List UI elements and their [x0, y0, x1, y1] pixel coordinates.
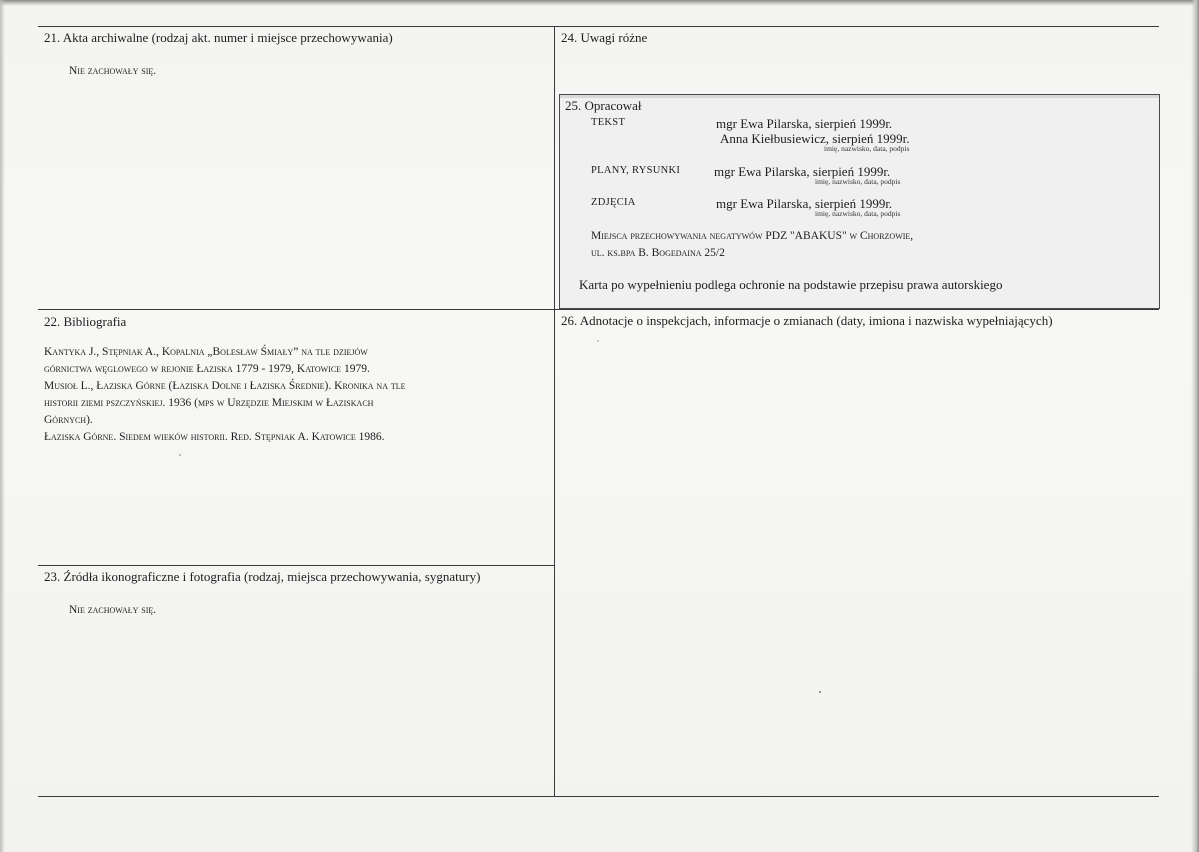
plany-signature-hint: imię, nazwisko, data, podpis	[815, 177, 901, 186]
scan-dot	[819, 691, 821, 693]
section-25-box-shade	[560, 95, 1159, 98]
scan-dot	[597, 340, 599, 342]
row-divider-22-23	[38, 565, 555, 566]
zdjecia-signature-hint: imię, nazwisko, data, podpis	[815, 209, 901, 218]
bibliography-list	[44, 344, 524, 446]
negatives-storage-line-1: Miejsca przechowywania negatywów PDZ "ABAKUS" w Chorzowie,	[591, 230, 914, 242]
tekst-label: TEKST	[591, 117, 626, 128]
tekst-author-1: mgr Ewa Pilarska, sierpień 1999r.	[716, 116, 893, 131]
section-21-content: Nie zachowały się.	[69, 65, 157, 77]
zdjecia-author: mgr Ewa Pilarska, sierpień 1999r.	[716, 196, 893, 211]
scan-edge-right	[1191, 0, 1199, 852]
section-22-title: 22. Bibliografia	[44, 314, 127, 329]
bibliography-line: Górnych).	[44, 414, 93, 426]
section-21-title: 21. Akta archiwalne (rodzaj akt. numer i miejsce przechowywania)	[44, 30, 393, 45]
top-border-line	[38, 26, 1159, 27]
copyright-notice: Karta po wypełnieniu podlega ochronie na podstawie przepisu prawa autorskiego	[579, 277, 1003, 292]
center-divider-line	[554, 26, 555, 797]
section-25-title: 25. Opracował	[565, 98, 642, 113]
bottom-border-line	[38, 796, 1159, 797]
section-24-title: 24. Uwagi różne	[561, 30, 648, 45]
plany-label: PLANY, RYSUNKI	[591, 165, 681, 176]
zdjecia-label: ZDJĘCIA	[591, 197, 636, 208]
section-23-content: Nie zachowały się.	[69, 604, 157, 616]
tekst-author-2: Anna Kiełbusiewicz, sierpień 1999r.	[720, 131, 910, 146]
bibliography-line: Łaziska Górne. Siedem wieków historii. Red. Stępniak A. Katowice 1986.	[44, 431, 385, 443]
section-26-title: 26. Adnotacje o inspekcjach, informacje o zmianach (daty, imiona i nazwiska wypełniających)	[561, 313, 1053, 328]
bibliography-line: historii ziemi pszczyńskiej. 1936 (mps w Urzędzie Miejskim w Łaziskach	[44, 397, 374, 409]
row-divider-21-22	[38, 309, 1159, 310]
plany-author: mgr Ewa Pilarska, sierpień 1999r.	[714, 164, 891, 179]
scan-edge-left	[0, 0, 5, 852]
scan-edge-top	[0, 0, 1199, 6]
bibliography-line: Musioł L., Łaziska Górne (Łaziska Dolne i Łaziska Średnie). Kronika na tle	[44, 380, 406, 392]
tekst-signature-hint: imię, nazwisko, data, podpis	[824, 144, 910, 153]
section-23-title: 23. Źródła ikonograficzne i fotografia (rodzaj, miejsca przechowywania, sygnatury)	[44, 569, 481, 584]
bibliography-line: górnictwa węglowego w rejonie Łaziska 1779 - 1979, Katowice 1979.	[44, 363, 370, 375]
bibliography-line: Kantyka J., Stępniak A., Kopalnia „Bolesław Śmiały” na tle dziejów	[44, 346, 368, 358]
scan-dot	[179, 454, 181, 456]
negatives-storage-line-2: ul. ks.bpa B. Bogedaina 25/2	[591, 247, 725, 259]
